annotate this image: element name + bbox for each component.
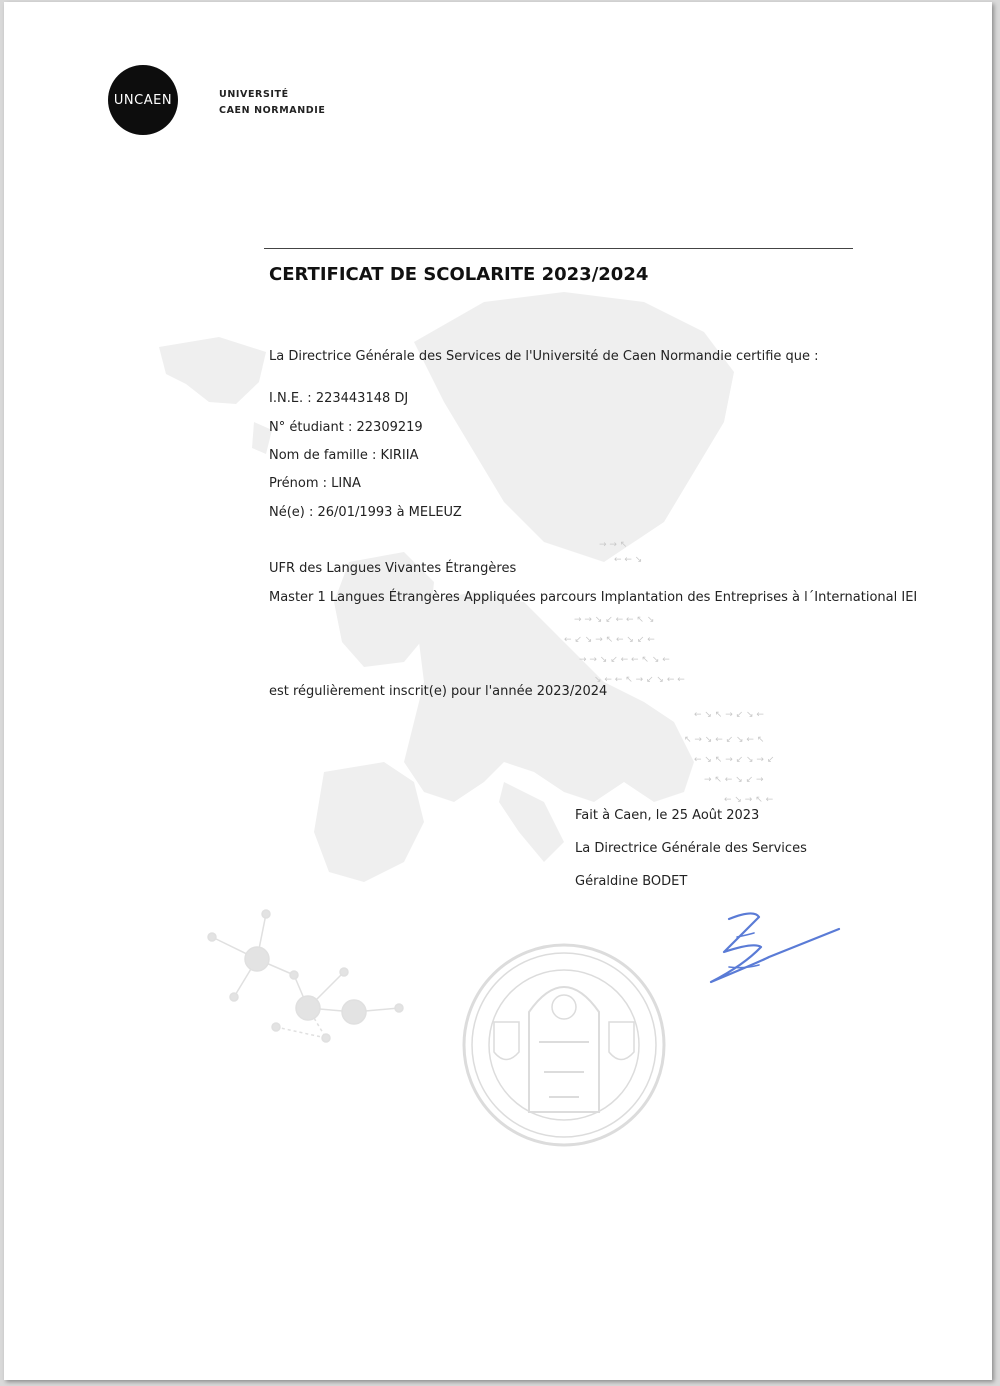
ine-line: I.N.E. : 223443148 DJ [269,391,409,406]
title-divider [264,248,853,249]
certification-intro: La Directrice Générale des Services de l'Université de Caen Normandie certifie que : [269,349,819,364]
svg-text:← ↘ ↖ → ↙ ↘ ←: ← ↘ ↖ → ↙ ↘ ← [694,710,764,720]
svg-text:← ↘ ↖ → ↙ ↘ → ↙: ← ↘ ↖ → ↙ ↘ → ↙ [694,755,775,765]
university-name [219,87,325,119]
svg-text:→ → ↘ ↙ ← ← ↖ ↘ ←: → → ↘ ↙ ← ← ↖ ↘ ← [579,655,670,665]
svg-text:↖ → ↘ ← ↙ ↘ ← ↖: ↖ → ↘ ← ↙ ↘ ← ↖ [684,735,765,745]
student-number-line: N° étudiant : 22309219 [269,420,423,435]
certificate-page [4,2,992,1380]
signatory-role: La Directrice Générale des Services [575,841,807,856]
document-title: CERTIFICAT DE SCOLARITE 2023/2024 [269,264,649,285]
europe-map-watermark [159,292,734,882]
svg-text:← ↙ ↘ → ↖ ← ↘ ↙ ←: ← ↙ ↘ → ↖ ← ↘ ↙ ← [564,635,655,645]
svg-text:← ← ↘: ← ← ↘ [614,555,643,565]
svg-text:→ → ↘ ↙ ← ← ↖ ↘: → → ↘ ↙ ← ← ↖ ↘ [574,615,655,625]
birth-line: Né(e) : 26/01/1993 à MELEUZ [269,505,462,520]
place-date: Fait à Caen, le 25 Août 2023 [575,808,760,823]
university-seal [464,945,664,1145]
molecule-graphic [208,910,403,1042]
svg-text:→ → ↖: → → ↖ [599,540,628,550]
first-name-line: Prénom : LINA [269,476,361,491]
program-line: Master 1 Langues Étrangères Appliquées parcours Implantation des Entreprises à l´International IEI [269,590,918,605]
family-name-line: Nom de famille : KIRIIA [269,448,419,463]
svg-text:← ↘ → ↖ ←: ← ↘ → ↖ ← [724,795,774,805]
svg-text:↘ ← ← ↖ → ↙ ↘ ← ←: ↘ ← ← ↖ → ↙ ↘ ← ← [594,675,685,685]
university-logo [108,65,178,135]
ufr-line: UFR des Langues Vivantes Étrangères [269,561,517,576]
signatory-name: Géraldine BODET [575,874,688,889]
svg-text:→ ↖ ← ↘ ↙ →: → ↖ ← ↘ ↙ → [704,775,764,785]
handwritten-signature [699,907,844,997]
university-name-line2: CAEN NORMANDIE [219,105,326,116]
university-name-line1: UNIVERSITÉ [219,89,289,100]
enrolment-statement: est régulièrement inscrit(e) pour l'année 2023/2024 [269,684,608,699]
logo-text: UNCAEN [113,92,173,108]
